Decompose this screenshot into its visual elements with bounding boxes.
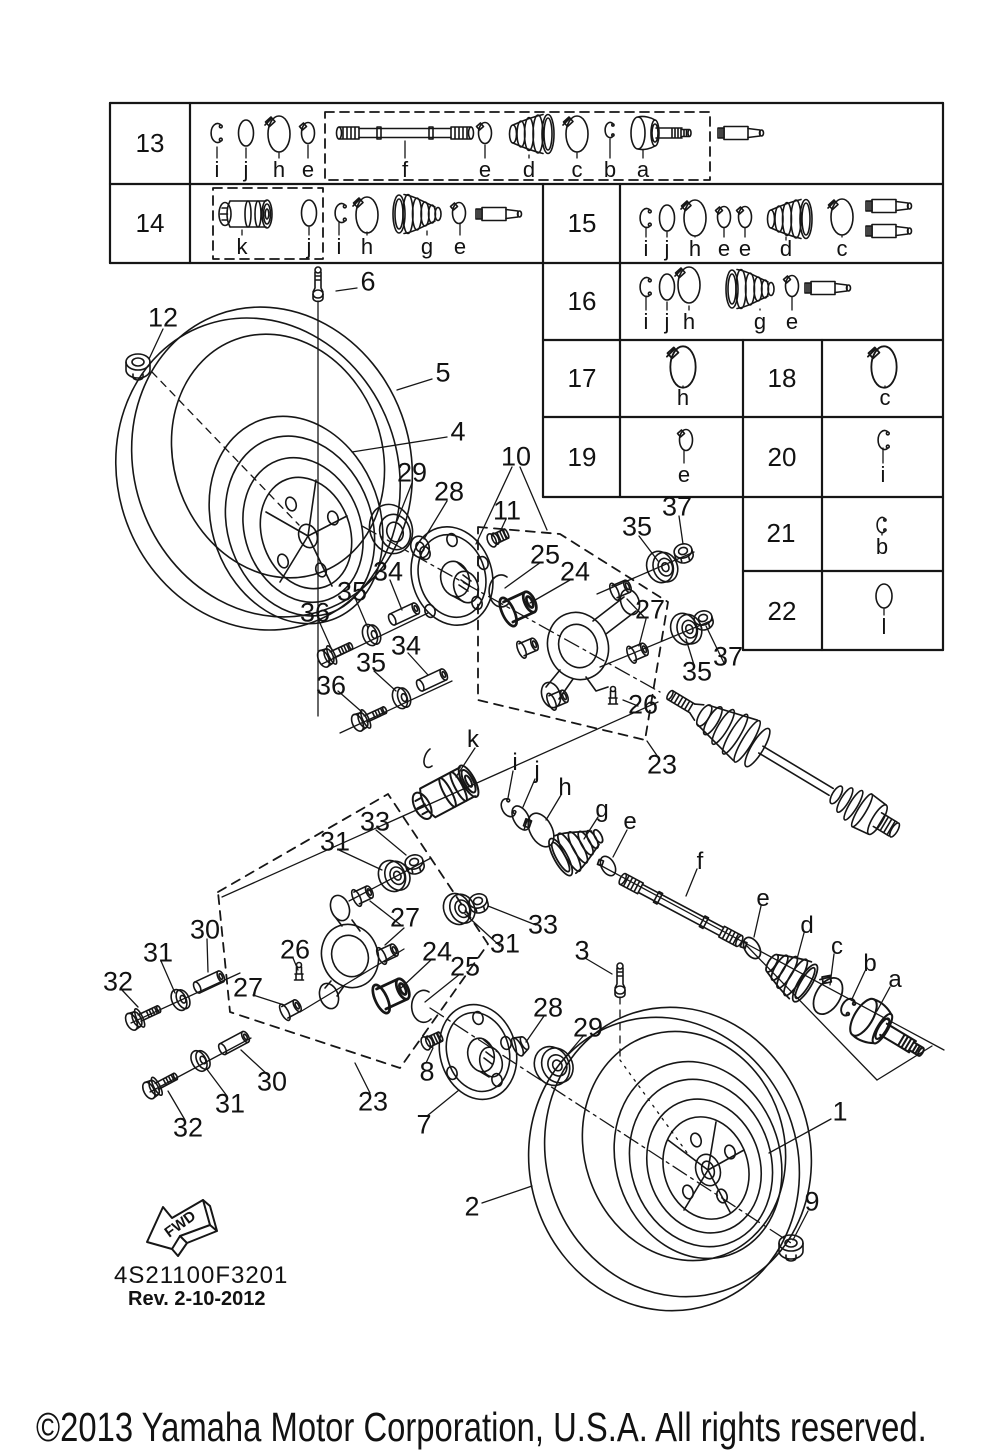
part-letter-e: e xyxy=(453,234,467,259)
part-letter-i: i xyxy=(880,462,886,487)
valve-stem-3 xyxy=(615,963,625,998)
callout-1: 1 xyxy=(832,1096,848,1127)
leader-lines xyxy=(122,139,944,1243)
callout-29: 29 xyxy=(572,1012,604,1043)
callout-5: 5 xyxy=(435,357,451,388)
table-ref-13: 13 xyxy=(135,128,165,158)
part-letter-c: c xyxy=(879,385,891,410)
leader-line xyxy=(686,869,697,896)
part-letter-g: g xyxy=(595,796,609,823)
part-letter-h: h xyxy=(688,236,702,261)
revision-date: Rev. 2-10-2012 xyxy=(128,1288,266,1310)
part-letter-a: a xyxy=(636,157,650,182)
callout-34: 34 xyxy=(390,630,422,661)
callout-12: 12 xyxy=(147,302,179,333)
callout-28: 28 xyxy=(433,476,465,507)
leader-line xyxy=(222,702,658,897)
callout-31: 31 xyxy=(142,937,174,968)
callout-25: 25 xyxy=(529,539,561,570)
valve-stem-6 xyxy=(313,267,323,302)
callout-27: 27 xyxy=(389,902,421,933)
callout-31: 31 xyxy=(489,928,521,959)
part-letter-e: e xyxy=(717,236,731,261)
callout-9: 9 xyxy=(804,1186,820,1217)
part-letter-h: h xyxy=(676,385,690,410)
callout-35: 35 xyxy=(621,511,653,542)
part-letter-e: e xyxy=(756,885,770,912)
assembled-driveshaft xyxy=(656,673,910,852)
table-ref-20: 20 xyxy=(767,442,797,472)
part-letter-i: i xyxy=(336,234,342,259)
part-letter-j: j xyxy=(664,309,670,334)
part-letter-h: h xyxy=(272,157,286,182)
leader-line xyxy=(397,379,432,390)
callout-33: 33 xyxy=(359,806,391,837)
callout-3: 3 xyxy=(574,935,590,966)
callout-24: 24 xyxy=(559,556,591,587)
callout-30: 30 xyxy=(256,1066,288,1097)
copyright-line: ©2013 Yamaha Motor Corporation, U.S.A. All rights reserved. xyxy=(36,1404,927,1450)
callout-24: 24 xyxy=(421,936,453,967)
callout-27: 27 xyxy=(634,594,666,625)
part-letter-e: e xyxy=(785,309,799,334)
part-letter-f: f xyxy=(401,157,409,182)
callout-25: 25 xyxy=(449,951,481,982)
callout-23: 23 xyxy=(646,749,678,780)
part-letter-e: e xyxy=(301,157,315,182)
part-letter-f: f xyxy=(696,848,704,875)
part-letter-i: i xyxy=(643,309,649,334)
callout-6: 6 xyxy=(360,266,376,297)
callout-30: 30 xyxy=(189,914,221,945)
callout-32: 32 xyxy=(102,966,134,997)
leader-line xyxy=(523,779,535,807)
wheel-nut-12 xyxy=(126,354,150,380)
callout-23: 23 xyxy=(357,1086,389,1117)
callout-35: 35 xyxy=(336,576,368,607)
table-ref-16: 16 xyxy=(567,286,597,316)
parts-table xyxy=(110,103,943,650)
callout-28: 28 xyxy=(532,992,564,1023)
part-letter-j: j xyxy=(664,236,670,261)
part-letter-b: b xyxy=(863,950,877,977)
fwd-label: FWD xyxy=(161,1207,200,1242)
leader-line xyxy=(336,288,357,291)
leader-line xyxy=(769,1119,831,1153)
callout-36: 36 xyxy=(315,670,347,701)
part-letter-a: a xyxy=(888,966,902,993)
callout-33: 33 xyxy=(527,909,559,940)
part-number-code: 4S21100F3201 xyxy=(114,1262,289,1289)
callout-7: 7 xyxy=(416,1109,432,1140)
part-letter-k: k xyxy=(236,234,248,259)
part-letter-j: j xyxy=(534,757,540,784)
part-letter-h: h xyxy=(360,234,374,259)
part-letter-i: i xyxy=(643,236,649,261)
callout-37: 37 xyxy=(661,491,693,522)
leader-line xyxy=(424,501,447,539)
part-letter-i: i xyxy=(512,749,518,776)
part-letter-g: g xyxy=(420,234,434,259)
part-letter-j: j xyxy=(243,157,249,182)
part-letter-h: h xyxy=(682,309,696,334)
part-letter-d: d xyxy=(800,912,814,939)
callout-26: 26 xyxy=(279,934,311,965)
leader-line xyxy=(482,1186,532,1203)
part-letter-c: c xyxy=(571,157,583,182)
part-letter-e: e xyxy=(738,236,752,261)
fwd-arrow xyxy=(147,1200,217,1256)
rear-knuckle-dashed-box xyxy=(218,794,488,1068)
callout-31: 31 xyxy=(319,826,351,857)
leader-line xyxy=(427,1090,459,1116)
part-letter-h: h xyxy=(558,774,572,801)
table-ref-19: 19 xyxy=(567,442,597,472)
callout-34: 34 xyxy=(372,556,404,587)
wheel-nut-9 xyxy=(779,1235,803,1261)
callout-2: 2 xyxy=(464,1191,480,1222)
callout-29: 29 xyxy=(396,457,428,488)
callout-4: 4 xyxy=(450,416,466,447)
callout-35: 35 xyxy=(355,647,387,678)
callout-36: 36 xyxy=(299,597,331,628)
leader-line xyxy=(349,858,431,901)
callout-35: 35 xyxy=(681,656,713,687)
callout-27: 27 xyxy=(232,972,264,1003)
part-letter-k: k xyxy=(467,726,479,753)
table-ref-14: 14 xyxy=(135,208,165,238)
callout-8: 8 xyxy=(419,1056,435,1087)
rear-wheel xyxy=(491,972,849,1346)
leader-line xyxy=(877,1046,932,1080)
table-ref-18: 18 xyxy=(767,363,797,393)
rear-knuckle-group xyxy=(123,853,490,1102)
part-letter-e: e xyxy=(478,157,492,182)
callout-31: 31 xyxy=(214,1088,246,1119)
part-letter-e: e xyxy=(623,808,637,835)
part-letter-l: l xyxy=(881,614,887,639)
callout-11: 11 xyxy=(492,495,522,526)
table-ref-21: 21 xyxy=(766,518,796,548)
part-letter-e: e xyxy=(677,462,691,487)
callout-10: 10 xyxy=(500,441,532,472)
leader-line xyxy=(131,973,240,1023)
table-ref-22: 22 xyxy=(767,596,797,626)
part-letter-i: i xyxy=(214,157,220,182)
table-ref-17: 17 xyxy=(567,363,597,393)
part-letter-c: c xyxy=(836,236,848,261)
part-letter-d: d xyxy=(779,236,793,261)
part-letter-d: d xyxy=(522,157,536,182)
part-letter-j: j xyxy=(306,234,312,259)
callout-37: 37 xyxy=(712,641,744,672)
part-letter-b: b xyxy=(603,157,617,182)
leader-line xyxy=(598,864,944,1050)
callout-26: 26 xyxy=(627,689,659,720)
leader-line xyxy=(352,437,447,452)
part-letter-g: g xyxy=(753,309,767,334)
leader-line xyxy=(150,1038,251,1092)
leader-line xyxy=(149,329,163,359)
part-letter-c: c xyxy=(831,933,843,960)
table-ref-15: 15 xyxy=(567,208,597,238)
centerline xyxy=(362,526,660,692)
part-letter-b: b xyxy=(875,534,889,559)
callout-32: 32 xyxy=(172,1112,204,1143)
